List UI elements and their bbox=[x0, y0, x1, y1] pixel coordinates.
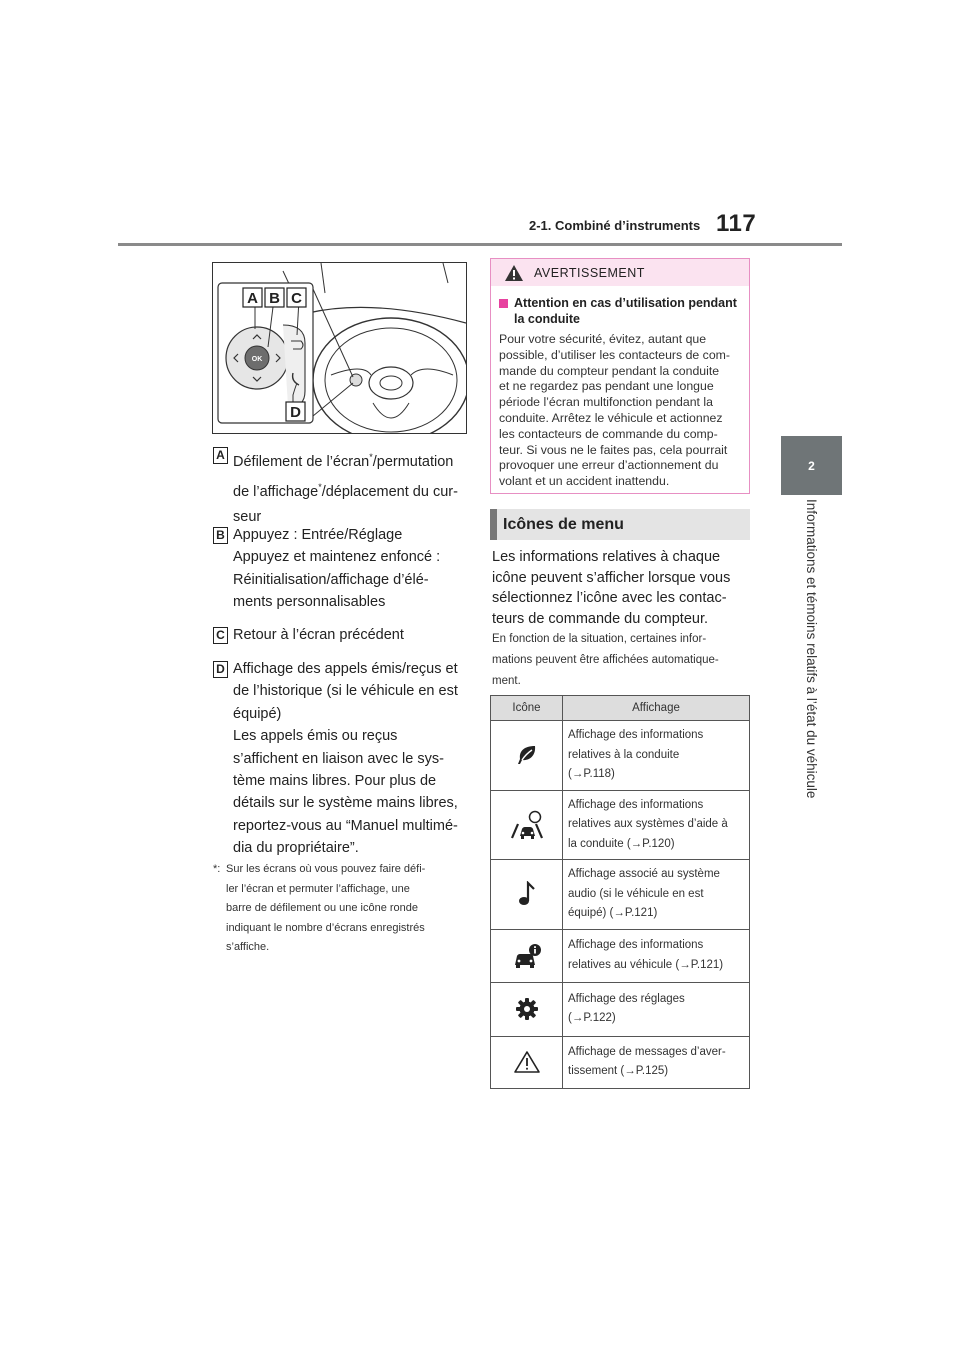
section-title: 2-1. Combiné d’instruments bbox=[529, 218, 701, 233]
warning-box bbox=[490, 258, 750, 494]
badge-d: D bbox=[213, 661, 228, 678]
label-b: B bbox=[269, 290, 280, 307]
label-c: C bbox=[291, 290, 302, 307]
warning-bullet bbox=[499, 299, 508, 308]
header-rule bbox=[118, 243, 842, 246]
warning-header bbox=[491, 259, 749, 286]
table-row: Affichage des informations relatives aux systèmes d’aide à la conduite (→P.120) bbox=[491, 790, 750, 860]
badge-a: A bbox=[213, 447, 228, 464]
label-a: A bbox=[247, 290, 258, 307]
warning-heading: AVERTISSEMENT bbox=[534, 265, 645, 280]
item-a: A Défilement de l’écran*/permutation de l’affichage*/déplacement du cur- seur bbox=[213, 445, 475, 530]
table-row: Affichage des informations relatives à la conduite (→P.118) bbox=[491, 721, 750, 791]
badge-c: C bbox=[213, 627, 228, 644]
footnote-marker: *: bbox=[213, 863, 221, 875]
page-number: 117 bbox=[716, 210, 757, 237]
item-b: B Appuyez : Entrée/Réglage Appuyez et maintenez enfoncé : Réinitialisation/affichage d’élé- ments personnalisables bbox=[213, 524, 475, 614]
footnote: *: Sur les écrans où vous pouvez faire défi- ler l’écran et permuter l’affichage, une barre de défilement ou une icône ronde indiquant le nombre d’écrans enregistrés s’affiche. bbox=[213, 860, 468, 958]
item-d: D Affichage des appels émis/reçus et de l’historique (si le véhicule en est équipé) Les appels émis ou reçus s’affichent en liaison avec le sys- tème mains libres. Pour plus de détails sur le système mains libres, reportez-vous au “Manuel multimé- dia du propriétaire”. bbox=[213, 658, 475, 860]
column-header-icon: Icône bbox=[491, 696, 563, 721]
column-header-display: Affichage bbox=[563, 696, 750, 721]
table-row: Affichage associé au système audio (si le véhicule en est équipé) (→P.121) bbox=[491, 860, 750, 930]
steering-switch-diagram bbox=[213, 263, 466, 433]
table-row: Affichage des réglages (→P.122) bbox=[491, 982, 750, 1036]
music-note-icon bbox=[517, 881, 537, 907]
vehicle-info-icon bbox=[511, 943, 543, 969]
table-row: Affichage de messages d’aver- tissement (→P.125) bbox=[491, 1036, 750, 1088]
intro-paragraph: Les informations relatives à chaque icône peuvent s’afficher lorsque vous sélectionnez l’icône avec les contac- teurs de commande du compteur. bbox=[492, 549, 731, 627]
menu-icons-table bbox=[490, 695, 750, 1089]
warning-body: Pour votre sécurité, évitez, autant que possible, d’utiliser les contacteurs de com- mande du compteur pendant la conduite et ne regardez pas pendant une longue période l’écran multifonction pendant la conduite. Arrêtez le véhicule et actionnez les contacteurs de commande du comp- teur. Si vous ne le faites pas, cela pourrait provoquer une erreur d’actionnement du volant et un accident inattendu. bbox=[499, 332, 731, 489]
section-heading: Icônes de menu bbox=[490, 509, 750, 540]
steering-wheel-illustration bbox=[212, 262, 467, 434]
chapter-tab: 2 bbox=[781, 436, 842, 495]
warning-triangle-icon bbox=[504, 264, 524, 282]
warning-triangle-icon bbox=[513, 1050, 541, 1074]
note-paragraph: En fonction de la situation, certaines infor- mations peuvent être affichées automatique- ment. bbox=[492, 633, 719, 687]
driving-assist-icon bbox=[508, 810, 546, 840]
chapter-side-title: Informations et témoins relatifs à l’état du véhicule bbox=[804, 499, 819, 799]
gear-icon bbox=[515, 997, 539, 1021]
ok-button-label: OK bbox=[251, 356, 263, 363]
warning-title: Attention en cas d’utilisation pendant la conduite bbox=[499, 296, 737, 327]
leaf-icon bbox=[515, 743, 539, 767]
table-row: Affichage des informations relatives au véhicule (→P.121) bbox=[491, 929, 750, 982]
label-d: D bbox=[290, 404, 301, 421]
table-header-row bbox=[491, 696, 750, 721]
badge-b: B bbox=[213, 527, 228, 544]
item-c: C Retour à l’écran précédent bbox=[213, 624, 475, 646]
